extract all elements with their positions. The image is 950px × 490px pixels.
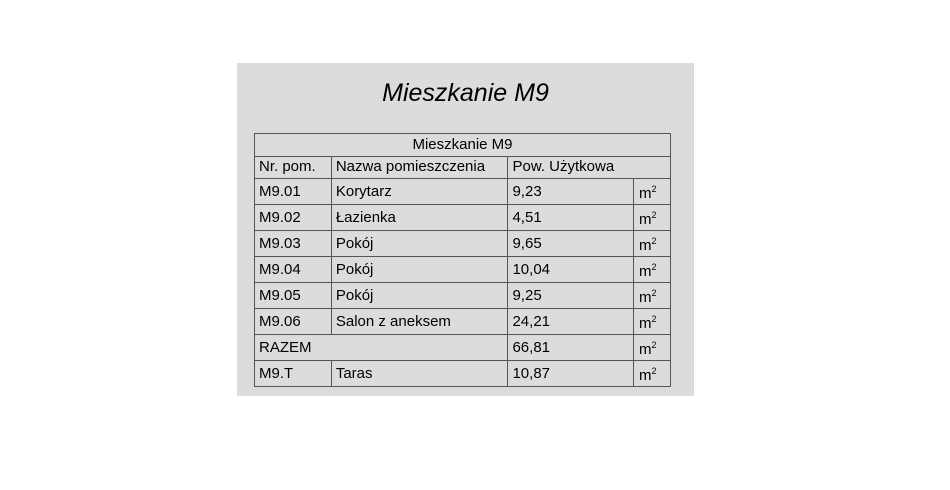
area-unit: $m^2$ — [634, 231, 671, 257]
table-row — [255, 231, 671, 257]
room-area: 9,25 — [508, 283, 634, 309]
room-area: 4,51 — [508, 205, 634, 231]
table-row — [255, 179, 671, 205]
table-row — [255, 309, 671, 335]
area-unit: $m^2$ — [634, 309, 671, 335]
table-row — [255, 205, 671, 231]
area-unit: $m^2$ — [634, 283, 671, 309]
page-title: Mieszkanie M9 — [382, 79, 549, 107]
header-usable-area: Pow. Użytkowa — [508, 156, 671, 179]
area-unit: $m^2$ — [634, 205, 671, 231]
terrace-row — [255, 361, 671, 387]
room-number: M9.06 — [255, 309, 332, 335]
table-header-row — [255, 156, 671, 179]
area-unit: $m^2$ — [634, 257, 671, 283]
room-area: 9,23 — [508, 179, 634, 205]
total-label: RAZEM — [255, 335, 508, 361]
room-number: M9.03 — [255, 231, 332, 257]
table-caption: Mieszkanie M9 — [255, 134, 671, 157]
room-name: Korytarz — [331, 179, 508, 205]
room-number: M9.T — [255, 361, 332, 387]
room-number: M9.04 — [255, 257, 332, 283]
room-name: Pokój — [331, 283, 508, 309]
room-area: 10,04 — [508, 257, 634, 283]
header-room-name: Nazwa pomieszczenia — [331, 156, 508, 179]
table-row — [255, 283, 671, 309]
area-unit: $m^2$ — [634, 361, 671, 387]
area-unit: $m^2$ — [634, 335, 671, 361]
room-area: 9,65 — [508, 231, 634, 257]
room-name: Pokój — [331, 257, 508, 283]
table-caption-row — [255, 134, 671, 157]
room-name: Łazienka — [331, 205, 508, 231]
area-unit: $m^2$ — [634, 179, 671, 205]
header-room-number: Nr. pom. — [255, 156, 332, 179]
total-row — [255, 335, 671, 361]
room-area: 10,87 — [508, 361, 634, 387]
total-area: 66,81 — [508, 335, 634, 361]
table-row — [255, 257, 671, 283]
rooms-table — [254, 133, 671, 387]
room-number: M9.01 — [255, 179, 332, 205]
apartment-sheet — [237, 63, 694, 396]
room-number: M9.05 — [255, 283, 332, 309]
room-number: M9.02 — [255, 205, 332, 231]
room-name: Salon z aneksem — [331, 309, 508, 335]
room-name: Taras — [331, 361, 508, 387]
room-area: 24,21 — [508, 309, 634, 335]
room-name: Pokój — [331, 231, 508, 257]
